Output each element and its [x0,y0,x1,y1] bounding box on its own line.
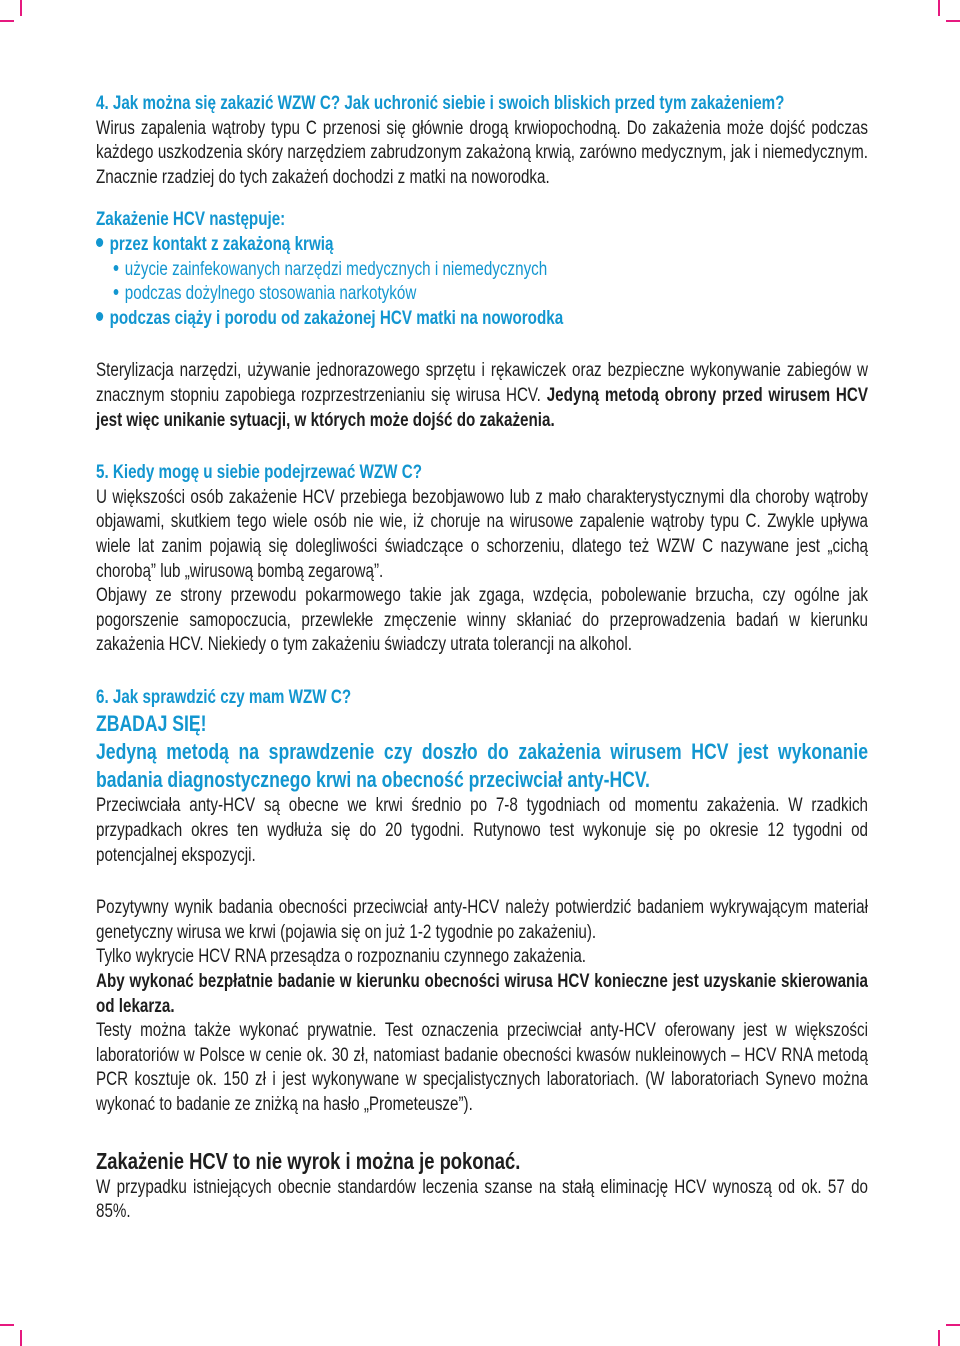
transmission-sub-bullet-1 [96,258,886,283]
section-6-paragraph-2: Pozytywny wynik badania obecności przeciwciał anty-HCV należy potwierdzić badaniem wykrywającym materiał genetyczny wirusa we krwi (pojawia się on już 1-2 tygodnie po zakażeniu). [96,897,868,943]
section-5-paragraph-2: Objawy ze strony przewodu pokarmowego takie jak zgaga, wzdęcia, pobolewanie brzucha, czy ogólne jak pogorszenie samopoczucia, przewlekłe zmęczenie winny skłaniać do przeprowadzenia badań w kierunku zakażenia HCV. Niekiedy o tym zakażeniu świadczy utrata tolerancji na alkohol. [96,585,868,656]
crop-mark-bottom-left-v [20,1330,22,1346]
bullet-dot-icon [96,312,103,321]
transmission-heading: Zakażenie HCV następuje: [96,209,286,231]
prevention-text: Sterylizacja narzędzi, używanie jednorazowego sprzętu i rękawiczek oraz bezpieczne wykonywanie zabiegów w znacznym stopniu zapobiega rozprzestrzenianiu się wirusa HCV. [96,360,868,406]
bullet-dot-icon [96,238,103,247]
section-6-lead: Jedyną metodą na sprawdzenie czy doszło do zakażenia wirusem HCV jest wykonanie badania diagnostycznego krwi na obecność przeciwciał anty-HCV. [96,739,868,793]
transmission-bullet-2 [96,307,868,332]
section-6-paragraph-5: Testy można także wykonać prywatnie. Test oznaczenia przeciwciał anty-HCV oferowany jest w większości laboratoriów w Polsce w cenie ok. 30 zł, natomiast badanie obecności kwasów nukleinowych – HCV RNA metodą PCR kosztuje ok. 150 zł i jest wykonywane w specjalistycznych laboratoriach. (W laboratoriach Synevo można wykonać to badanie ze zniżką na hasło „Prometeusze”). [96,1020,868,1115]
closing-heading: Zakażenie HCV to nie wyrok i można je pokonać. [96,1147,521,1174]
prevention-emphasis: Jedyną metodą obrony przed wirusem HCV jest więc unikanie sytuacji, w których może dojść do zakażenia. [96,384,868,431]
closing-text: W przypadku istniejących obecnie standardów leczenia szanse na stałą eliminację HCV wynoszą od ok. 57 do 85%. [96,1176,868,1223]
section-6-paragraph-1: Przeciwciała anty-HCV są obecne we krwi średnio po 7-8 tygodniach od momentu zakażenia. W rzadkich przypadkach okres ten wydłuża się do 20 tygodni. Rutynowo test wykonuje się po okresie 12 tygodni od potencjalnej ekspozycji. [96,795,868,866]
section-4-paragraph-2 [96,359,868,433]
crop-mark-bottom-right-v [938,1330,940,1346]
section-6-paragraph-3: Tylko wykrycie HCV RNA przesądza o rozpoznaniu czynnego zakażenia. [96,946,587,968]
transmission-bullet-1-text: przez kontakt z zakażoną krwią [109,233,334,255]
transmission-sub-bullet-2-text: podczas dożylnego stosowania narkotyków [124,283,417,305]
sub-bullet-dot-icon [114,289,119,295]
crop-mark-top-left-h [0,20,14,22]
crop-mark-bottom-left-h [0,1324,14,1326]
section-6-heading: 6. Jak sprawdzić czy mam WZW C? [96,686,352,708]
section-4-paragraph-1: Wirus zapalenia wątroby typu C przenosi się głównie drogą krwiopochodną. Do zakażenia może dojść podczas każdego uszkodzenia skóry narzędziem zabrudzonym zakażoną krwią, zarówno medycznym, jak i niemedycznym. Znacznie rzadziej do tych zakażeń dochodzi z matki na noworodka. [96,117,868,188]
section-6-paragraph-4: Aby wykonać bezpłatnie badanie w kierunku obecności wirusa HCV konieczne jest uzyskanie skierowania od lekarza. [96,971,868,1017]
section-4-heading: 4. Jak można się zakazić WZW C? Jak uchronić siebie i swoich bliskich przed tym zakażeniem? [96,93,785,114]
transmission-bullet-1 [96,233,868,258]
section-5-paragraph-1: U większości osób zakażenie HCV przebiega bezobjawowo lub z mało charakterystycznymi dla choroby wątroby objawami, skutkiem tego wiele osób nie wie, iż choruje na wirusowe zapalenie wątroby typu C. Zwykle upływa wiele lat zanim pojawią się dolegliwości świadczące o schorzeniu, dlatego też WZW C nazywane jest „cichą chorobą” lub „wirusową bombą zegarową”. [96,486,868,582]
section-5-heading: 5. Kiedy mogę u siebie podejrzewać WZW C? [96,462,423,484]
document-page [96,92,868,1225]
crop-mark-top-right-h [946,20,960,22]
crop-mark-top-right-v [938,0,940,16]
transmission-sub-bullet-2 [96,282,886,307]
transmission-bullet-2-text: podczas ciąży i porodu od zakażonej HCV matki na noworodka [109,307,564,329]
sub-bullet-dot-icon [114,265,119,271]
transmission-sub-bullet-1-text: użycie zainfekowanych narzędzi medycznych i niemedycznych [124,258,548,280]
section-6-shout: ZBADAJ SIĘ! [96,711,207,737]
crop-mark-bottom-right-h [946,1324,960,1326]
crop-mark-top-left-v [20,0,22,16]
